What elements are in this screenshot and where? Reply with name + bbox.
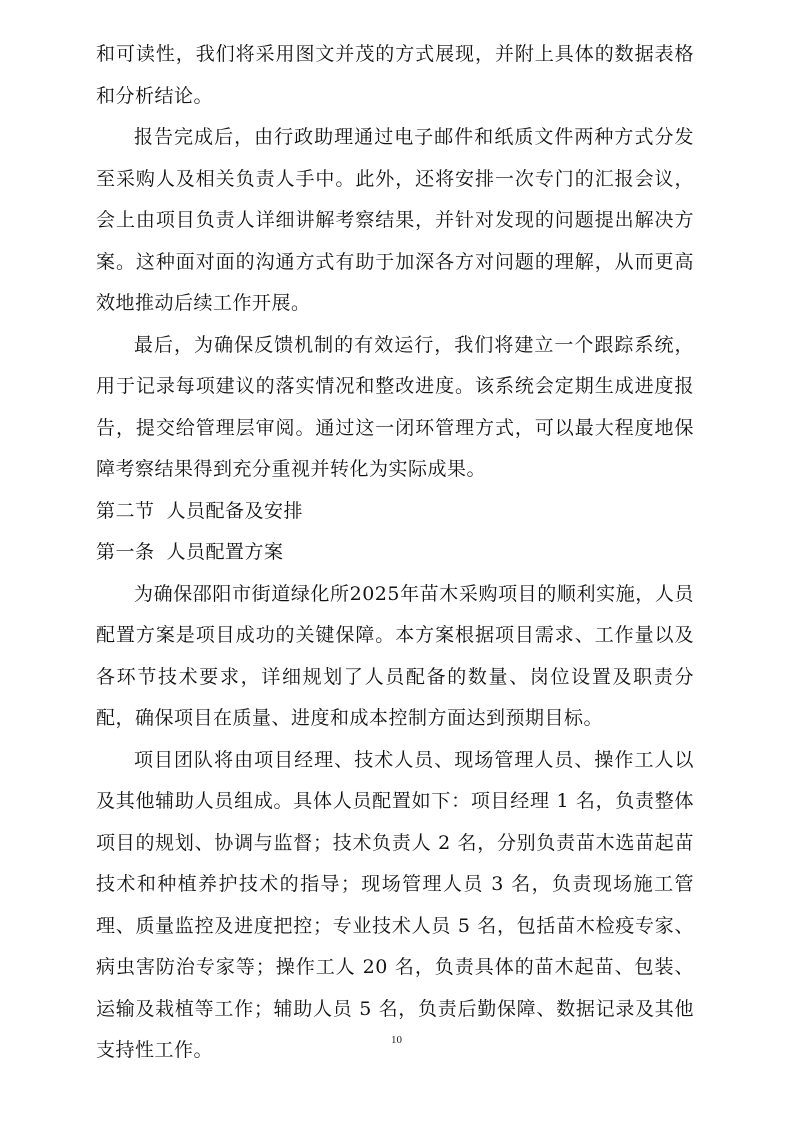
paragraph-staffing-plan: 为确保邵阳市街道绿化所2025年苗木采购项目的顺利实施，人员配置方案是项目成功的关键保障。本方案根据项目需求、工作量以及各环节技术要求，详细规划了人员配备的数量、岗位设置及职责分配，确保项目在质量、进度和成本控制方面达到预期目标。 (96, 582, 694, 729)
section-heading (96, 491, 694, 533)
paragraph-continued: 和可读性，我们将采用图文并茂的方式展现，并附上具体的数据表格和分析结论。 (96, 43, 694, 107)
article-heading (96, 532, 694, 574)
article-number: 第一条 (96, 541, 155, 563)
paragraph-team-composition: 项目团队将由项目经理、技术人员、现场管理人员、操作工人以及其他辅助人员组成。具体人员配置如下：项目经理 1 名，负责整体项目的规划、协调与监督；技术负责人 2 名，分别负责苗木选苗起苗技术和种植养护技术的指导；现场管理人员 3 名，负责现场施工管理、质量监控及进度把控；专业技术人员 5 名，包括苗木检疫专家、病虫害防治专家等；操作工人 20 名，负责具体的苗木起苗、包装、运输及栽植等工作；辅助人员 5 名，负责后勤保障、数据记录及其他支持性工作。 (96, 748, 694, 1061)
section-title: 人员配备及安排 (166, 499, 304, 522)
document-page (96, 34, 694, 1072)
paragraph-report-distribution: 报告完成后，由行政助理通过电子邮件和纸质文件两种方式分发至采购人及相关负责人手中。此外，还将安排一次专门的汇报会议，会上由项目负责人详细讲解考察结果，并针对发现的问题提出解决方案。这种面对面的沟通方式有助于加深各方对问题的理解，从而更高效地推动后续工作开展。 (96, 126, 694, 314)
page-number: 10 (391, 1034, 402, 1046)
paragraph-feedback-tracking: 最后，为确保反馈机制的有效运行，我们将建立一个跟踪系统，用于记录每项建议的落实情况和整改进度。该系统会定期生成进度报告，提交给管理层审阅。通过这一闭环管理方式，可以最大程度地保障考察结果得到充分重视并转化为实际成果。 (96, 333, 694, 480)
section-number: 第二节 (96, 499, 155, 522)
article-title: 人员配置方案 (166, 541, 284, 563)
